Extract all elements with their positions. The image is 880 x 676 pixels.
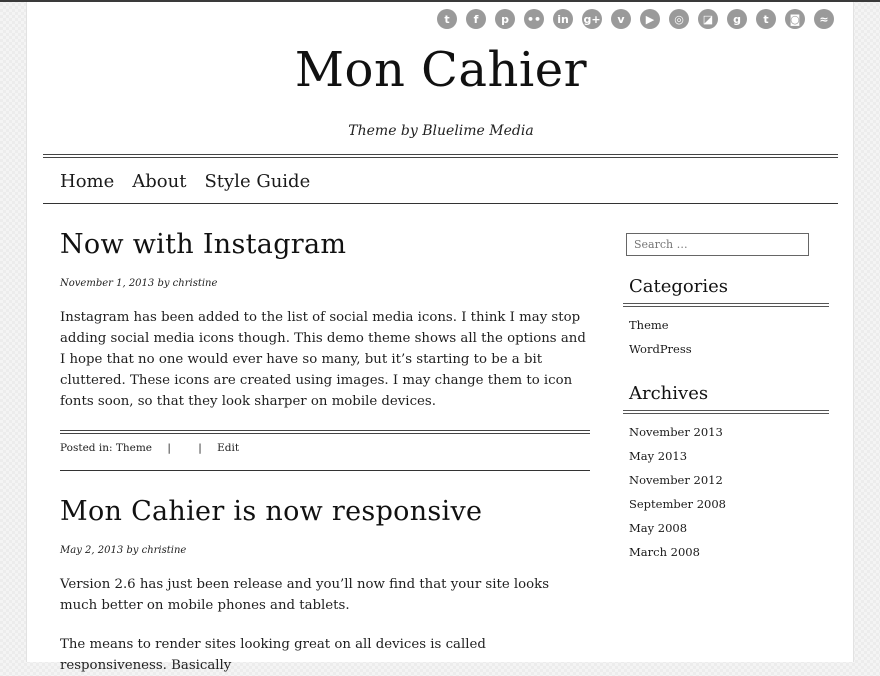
categories-widget xyxy=(623,276,829,361)
youtube-icon[interactable]: ▶ xyxy=(640,9,660,29)
flickr-icon[interactable]: •• xyxy=(524,9,544,29)
vimeo-icon[interactable]: v xyxy=(611,9,631,29)
dribbble-icon[interactable]: ◎ xyxy=(669,9,689,29)
post-title[interactable]: Now with Instagram xyxy=(60,229,347,260)
archive-link[interactable]: September 2008 xyxy=(629,497,726,511)
main-content xyxy=(60,204,590,676)
archive-link[interactable]: May 2013 xyxy=(629,449,688,463)
delicious-icon[interactable]: ◪ xyxy=(698,9,718,29)
goodreads-icon[interactable]: g xyxy=(727,9,747,29)
post xyxy=(60,229,590,471)
separator: | xyxy=(198,442,202,454)
archive-link[interactable]: November 2013 xyxy=(629,425,723,439)
instagram-icon[interactable]: ◙ xyxy=(785,9,805,29)
post-paragraph: Instagram has been added to the list of social media icons. I think I may stop adding social media icons though. This demo theme shows all the options and I hope that no one would ever have so many, but it’s starting to be a bit cluttered. These icons are created using images. I may change them to icon fonts soon, so that they look sharper on mobile devices. xyxy=(60,310,586,409)
post-footer xyxy=(60,430,590,471)
page-container xyxy=(26,2,854,673)
widget-title: Categories xyxy=(623,276,829,307)
post-paragraph: Version 2.6 has just been release and you’ll now find that your site looks much better on mobile phones and tablets. xyxy=(60,577,550,613)
archive-link[interactable]: May 2008 xyxy=(629,521,688,535)
google-plus-icon[interactable]: g+ xyxy=(582,9,602,29)
post-content xyxy=(60,574,590,676)
category-link[interactable]: Theme xyxy=(629,318,669,332)
tumblr-icon[interactable]: t xyxy=(756,9,776,29)
category-link[interactable]: Theme xyxy=(115,442,152,454)
search-input[interactable] xyxy=(626,233,809,256)
nav-item-style-guide[interactable]: Style Guide xyxy=(204,171,311,192)
sidebar xyxy=(623,204,829,564)
separator: | xyxy=(167,442,171,454)
linkedin-icon[interactable]: in xyxy=(553,9,573,29)
post-meta: November 1, 2013 by christine xyxy=(60,278,218,289)
category-link[interactable]: WordPress xyxy=(629,342,692,356)
widget-title: Archives xyxy=(623,383,829,414)
post xyxy=(60,496,590,676)
main-navigation xyxy=(43,154,838,204)
post-title[interactable]: Mon Cahier is now responsive xyxy=(60,496,483,527)
nav-item-home[interactable]: Home xyxy=(60,171,115,192)
post-meta: May 2, 2013 by christine xyxy=(60,545,187,556)
archive-link[interactable]: November 2012 xyxy=(629,473,723,487)
post-paragraph: The means to render sites looking great on all devices is called responsiveness. Basically xyxy=(60,637,486,673)
post-content xyxy=(60,307,590,412)
site-title[interactable]: Mon Cahier xyxy=(294,42,588,98)
archives-widget xyxy=(623,383,829,564)
nav-item-about[interactable]: About xyxy=(132,171,187,192)
edit-link[interactable]: Edit xyxy=(217,442,240,454)
site-description: Theme by Bluelime Media xyxy=(348,123,534,139)
twitter-icon[interactable]: t xyxy=(437,9,457,29)
posted-in-label: Posted in: xyxy=(60,442,113,454)
pinterest-icon[interactable]: p xyxy=(495,9,515,29)
social-icons xyxy=(437,9,834,29)
facebook-icon[interactable]: f xyxy=(466,9,486,29)
rss-icon[interactable]: ≈ xyxy=(814,9,834,29)
archive-link[interactable]: March 2008 xyxy=(629,545,700,559)
